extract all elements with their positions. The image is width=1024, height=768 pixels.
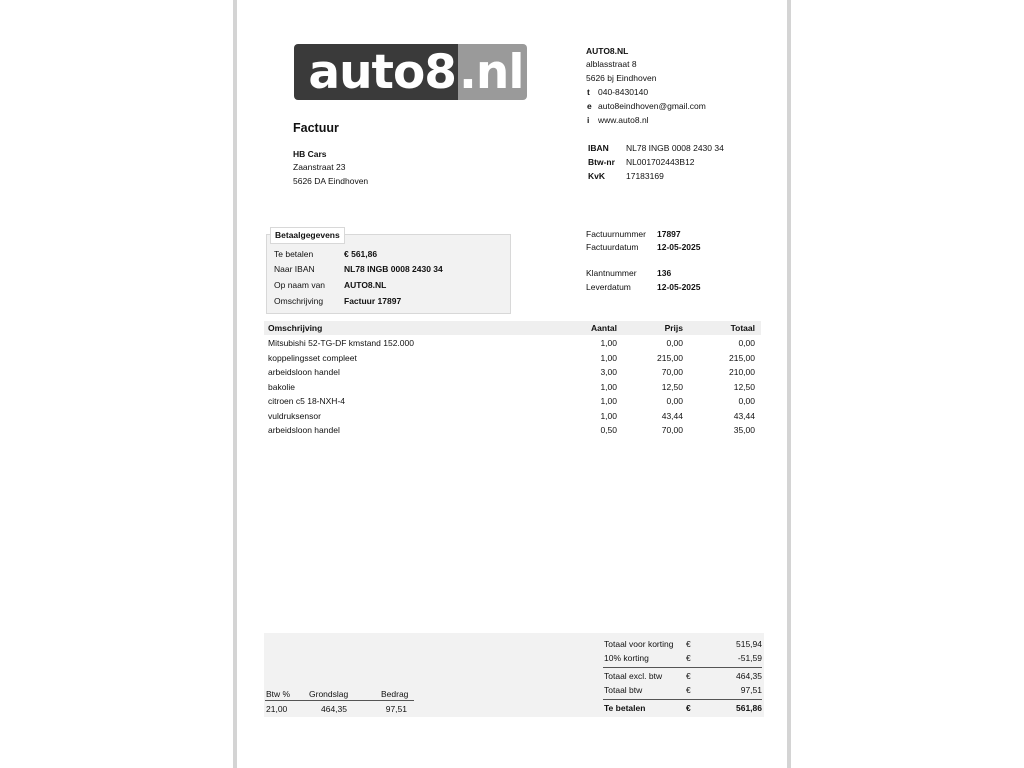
row-price: 0,00 (666, 338, 683, 348)
document-title: Factuur (293, 121, 339, 135)
customer-number-value: 136 (657, 268, 672, 278)
email-value: auto8eindhoven@gmail.com (598, 101, 706, 111)
row-price: 0,00 (666, 396, 683, 406)
header-price: Prijs (664, 323, 683, 333)
row-description: citroen c5 18-NXH-4 (268, 396, 346, 406)
row-total: 43,44 (733, 411, 755, 421)
website-value: www.auto8.nl (598, 115, 649, 125)
company-name: AUTO8.NL (586, 46, 629, 56)
account-name-label: Op naam van (274, 280, 326, 290)
payment-description-value: Factuur 17897 (344, 296, 402, 306)
row-quantity: 1,00 (600, 338, 617, 348)
vat-number-label: Btw-nr (588, 157, 615, 167)
row-description: arbeidsloon handel (268, 425, 340, 435)
amount-due-label: Te betalen (274, 249, 314, 259)
total-vat-currency: € (686, 685, 691, 695)
to-iban-value: NL78 INGB 0008 2430 34 (344, 264, 443, 274)
row-description: vuldruksensor (268, 411, 321, 421)
row-quantity: 3,00 (600, 367, 617, 377)
account-name-value: AUTO8.NL (344, 280, 387, 290)
vat-base-value: 464,35 (321, 704, 347, 714)
subtotal-label: Totaal voor korting (604, 639, 674, 649)
vat-amount-header: Bedrag (381, 689, 409, 699)
total-vat-value: 97,51 (740, 685, 762, 695)
row-price: 43,44 (661, 411, 683, 421)
row-total: 35,00 (733, 425, 755, 435)
row-quantity: 1,00 (600, 411, 617, 421)
row-description: bakolie (268, 382, 295, 392)
phone-value: 040-8430140 (598, 87, 649, 97)
row-price: 70,00 (661, 425, 683, 435)
payment-details-tab: Betaalgegevens (270, 227, 345, 244)
invoice-number-label: Factuurnummer (586, 229, 646, 239)
kvk-label: KvK (588, 171, 606, 181)
logo-text-right: .nl (458, 44, 527, 100)
vat-number-value: NL001702443B12 (626, 157, 695, 167)
website-label: i (587, 115, 590, 125)
row-description: arbeidsloon handel (268, 367, 340, 377)
row-total: 0,00 (738, 396, 755, 406)
header-description: Omschrijving (268, 323, 323, 333)
email-label: e (587, 101, 592, 111)
subtotal-currency: € (686, 639, 691, 649)
items-table-header (264, 321, 761, 335)
row-price: 215,00 (657, 353, 683, 363)
vat-amount-value: 97,51 (385, 704, 407, 714)
grand-total-currency: € (686, 703, 691, 713)
grand-total-divider (603, 699, 762, 700)
row-quantity: 0,50 (600, 425, 617, 435)
header-total: Totaal (730, 323, 755, 333)
grand-total-value: 561,86 (736, 703, 762, 713)
row-quantity: 1,00 (600, 353, 617, 363)
company-street: alblasstraat 8 (586, 59, 637, 69)
row-quantity: 1,00 (600, 396, 617, 406)
phone-label: t (587, 87, 590, 97)
payment-description-label: Omschrijving (274, 296, 324, 306)
customer-street: Zaanstraat 23 (293, 162, 346, 172)
company-city: 5626 bj Eindhoven (586, 73, 657, 83)
company-logo (294, 44, 527, 100)
row-description: Mitsubishi 52-TG-DF kmstand 152.000 (268, 338, 414, 348)
discount-currency: € (686, 653, 691, 663)
subtotal-value: 515,94 (736, 639, 762, 649)
row-total: 0,00 (738, 338, 755, 348)
invoice-number-value: 17897 (657, 229, 681, 239)
amount-due-value: € 561,86 (344, 249, 378, 259)
customer-city: 5626 DA Eindhoven (293, 176, 369, 186)
row-total: 210,00 (729, 367, 755, 377)
header-quantity: Aantal (591, 323, 617, 333)
customer-name: HB Cars (293, 149, 327, 159)
delivery-date-label: Leverdatum (586, 282, 631, 292)
iban-label: IBAN (588, 143, 609, 153)
total-vat-label: Totaal btw (604, 685, 643, 695)
total-excl-vat-label: Totaal excl. btw (604, 671, 663, 681)
total-excl-vat-currency: € (686, 671, 691, 681)
delivery-date-value: 12-05-2025 (657, 282, 701, 292)
totals-divider (603, 667, 762, 668)
invoice-date-label: Factuurdatum (586, 242, 639, 252)
logo-text-left: auto8 (294, 44, 458, 100)
row-quantity: 1,00 (600, 382, 617, 392)
discount-value: -51,59 (737, 653, 762, 663)
invoice-date-value: 12-05-2025 (657, 242, 701, 252)
row-description: koppelingsset compleet (268, 353, 357, 363)
kvk-value: 17183169 (626, 171, 664, 181)
customer-number-label: Klantnummer (586, 268, 637, 278)
vat-base-header: Grondslag (309, 689, 349, 699)
grand-total-label: Te betalen (604, 703, 646, 713)
to-iban-label: Naar IBAN (274, 264, 315, 274)
total-excl-vat-value: 464,35 (736, 671, 762, 681)
vat-pct-value: 21,00 (266, 704, 288, 714)
row-price: 12,50 (661, 382, 683, 392)
row-price: 70,00 (661, 367, 683, 377)
iban-value: NL78 INGB 0008 2430 34 (626, 143, 724, 153)
invoice-page (237, 0, 787, 768)
vat-divider (265, 700, 414, 701)
vat-pct-header: Btw % (266, 689, 291, 699)
page-frame-right (787, 0, 791, 768)
discount-label: 10% korting (604, 653, 649, 663)
row-total: 215,00 (729, 353, 755, 363)
row-total: 12,50 (733, 382, 755, 392)
